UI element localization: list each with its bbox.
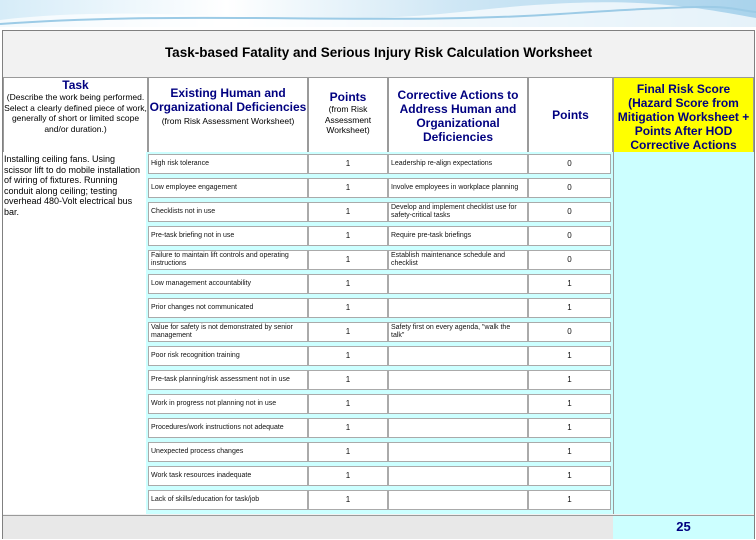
points-cell: 1: [308, 442, 388, 462]
table-row: [146, 344, 613, 368]
table-row: [146, 200, 613, 224]
points-cell: 1: [308, 202, 388, 222]
points-after-cell: 1: [528, 298, 611, 318]
action-cell: [388, 442, 528, 462]
header-points-after-title: Points: [552, 108, 589, 122]
deficiency-cell: Prior changes not communicated: [148, 298, 308, 318]
points-after-cell: 1: [528, 490, 611, 510]
points-cell: 1: [308, 178, 388, 198]
deficiency-table: [146, 152, 613, 514]
deficiency-cell: Low management accountability: [148, 274, 308, 294]
table-row: [146, 464, 613, 488]
points-after-cell: 0: [528, 178, 611, 198]
header-corrective-title: Corrective Actions to Address Human and Organizational Deficiencies: [397, 88, 519, 144]
action-cell: [388, 370, 528, 390]
points-after-cell: 1: [528, 394, 611, 414]
action-cell: [388, 274, 528, 294]
points-after-cell: 1: [528, 274, 611, 294]
deficiency-cell: Unexpected process changes: [148, 442, 308, 462]
header-existing-subtitle: (from Risk Assessment Worksheet): [161, 116, 295, 126]
points-after-cell: 1: [528, 442, 611, 462]
action-cell: [388, 490, 528, 510]
deficiency-cell: Checklists not in use: [148, 202, 308, 222]
points-after-cell: 1: [528, 370, 611, 390]
header-task-subtitle: (Describe the work being performed. Select a clearly defined piece of work, generally of short or limited scope and/or duration.): [4, 92, 147, 134]
points-after-cell: 0: [528, 202, 611, 222]
header-final-score-title: Final Risk Score (Hazard Score from Mitigation Worksheet + Points After HOD Corrective Actions: [617, 82, 750, 152]
deficiency-cell: Procedures/work instructions not adequate: [148, 418, 308, 438]
points-cell: 1: [308, 490, 388, 510]
action-cell: [388, 466, 528, 486]
table-row: [146, 488, 613, 512]
worksheet: [2, 30, 755, 539]
action-cell: [388, 298, 528, 318]
action-cell: Safety first on every agenda, "walk the talk": [388, 322, 528, 342]
action-cell: [388, 418, 528, 438]
points-cell: 1: [308, 274, 388, 294]
action-cell: Involve employees in workplace planning: [388, 178, 528, 198]
deficiency-cell: Low employee engagement: [148, 178, 308, 198]
header-points-subtitle: (from Risk Assessment Worksheet): [324, 104, 372, 135]
deficiency-cell: Poor risk recognition training: [148, 346, 308, 366]
action-cell: [388, 346, 528, 366]
deficiency-cell: Pre-task briefing not in use: [148, 226, 308, 246]
points-cell: 1: [308, 298, 388, 318]
points-cell: 1: [308, 394, 388, 414]
table-row: [146, 416, 613, 440]
table-row: [146, 440, 613, 464]
deficiency-cell: Work in progress not planning not in use: [148, 394, 308, 414]
table-row: [146, 272, 613, 296]
table-row: [146, 176, 613, 200]
points-after-cell: 0: [528, 226, 611, 246]
table-row: [146, 320, 613, 344]
action-cell: Establish maintenance schedule and checklist: [388, 250, 528, 270]
deficiency-cell: Lack of skills/education for task/job: [148, 490, 308, 510]
table-row: [146, 152, 613, 176]
header-task-title: Task: [62, 78, 89, 92]
header-points-title: Points: [329, 90, 367, 104]
wave-decoration: [0, 0, 756, 27]
points-after-cell: 0: [528, 322, 611, 342]
points-after-cell: 1: [528, 346, 611, 366]
deficiency-cell: Work task resources inadequate: [148, 466, 308, 486]
points-cell: 1: [308, 466, 388, 486]
table-row: [146, 296, 613, 320]
table-row: [146, 392, 613, 416]
worksheet-title: Task-based Fatality and Serious Injury Risk Calculation Worksheet: [164, 45, 593, 60]
deficiency-cell: Failure to maintain lift controls and operating instructions: [148, 250, 308, 270]
action-cell: Develop and implement checklist use for safety-critical tasks: [388, 202, 528, 222]
totals-spacer: [3, 516, 613, 539]
totals-row: [3, 515, 754, 539]
final-score-total: 25: [676, 519, 691, 534]
table-row: [146, 224, 613, 248]
points-after-cell: 1: [528, 418, 611, 438]
points-after-cell: 0: [528, 154, 611, 174]
task-description: Installing ceiling fans. Using scissor lift to do mobile installation of wiring of fixtures. Running conduit along ceiling; testing overhead 480-Volt electrical bus bar.: [3, 152, 146, 514]
action-cell: [388, 394, 528, 414]
final-score-column: [613, 152, 754, 514]
points-cell: 1: [308, 226, 388, 246]
points-cell: 1: [308, 346, 388, 366]
table-row: [146, 248, 613, 272]
slide-banner: [0, 0, 756, 27]
points-cell: 1: [308, 418, 388, 438]
worksheet-body: [3, 152, 754, 514]
deficiency-cell: Pre-task planning/risk assessment not in use: [148, 370, 308, 390]
deficiency-cell: High risk tolerance: [148, 154, 308, 174]
action-cell: Leadership re-align expectations: [388, 154, 528, 174]
points-cell: 1: [308, 250, 388, 270]
deficiency-cell: Value for safety is not demonstrated by senior management: [148, 322, 308, 342]
header-existing-title: Existing Human and Organizational Deficiencies: [149, 86, 307, 114]
points-after-cell: 1: [528, 466, 611, 486]
points-after-cell: 0: [528, 250, 611, 270]
points-cell: 1: [308, 322, 388, 342]
action-cell: Require pre-task briefings: [388, 226, 528, 246]
points-cell: 1: [308, 154, 388, 174]
points-cell: 1: [308, 370, 388, 390]
table-row: [146, 368, 613, 392]
